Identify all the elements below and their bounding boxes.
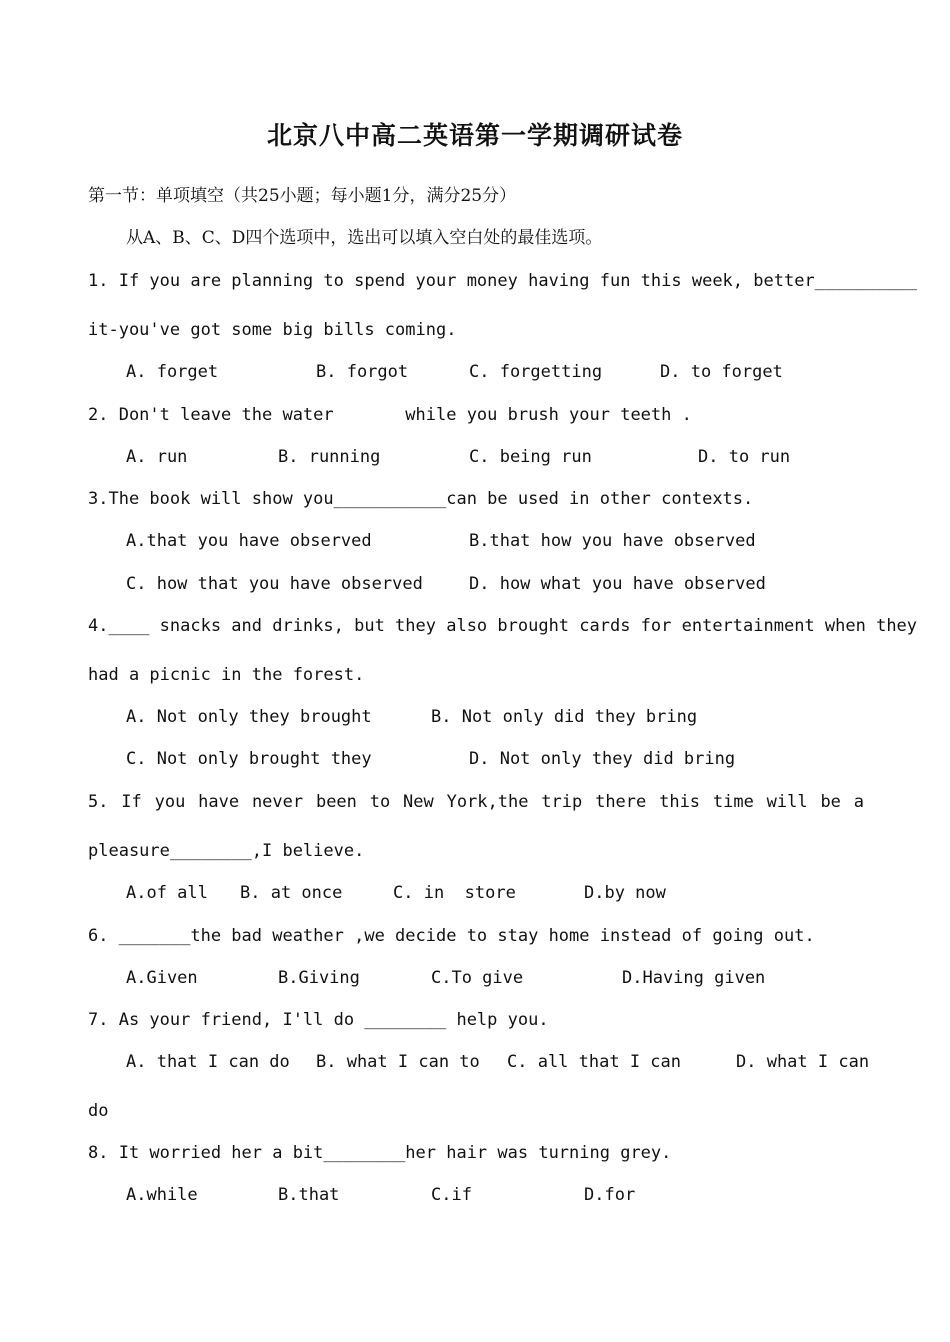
question-7-option-d: D. what I can bbox=[736, 1052, 870, 1072]
question-5-line-2: pleasure________,I believe. bbox=[88, 841, 365, 861]
question-6-option-a: A.Given bbox=[126, 968, 198, 988]
question-6-option-c: C.To give bbox=[431, 968, 524, 988]
question-4-option-d: D. Not only they did bring bbox=[469, 749, 736, 769]
question-5-option-d: D.by now bbox=[584, 883, 666, 903]
exam-title: 北京八中高二英语第一学期调研试卷 bbox=[266, 121, 683, 150]
question-8-option-a: A.while bbox=[126, 1185, 198, 1205]
question-7-option-b: B. what I can to bbox=[316, 1052, 480, 1072]
question-8-option-b: B.that bbox=[278, 1185, 340, 1205]
question-1-option-d: D. to forget bbox=[660, 362, 783, 382]
question-1-line-2: it-you've got some big bills coming. bbox=[88, 320, 457, 340]
section-heading: 第一节：单项填空（共25小题；每小题1分，满分25分） bbox=[88, 186, 517, 206]
section-instruction: 从A、B、C、D四个选项中，选出可以填入空白处的最佳选项。 bbox=[126, 228, 603, 248]
question-3-option-b: B.that how you have observed bbox=[469, 531, 756, 551]
question-4-option-c: C. Not only brought they bbox=[126, 749, 372, 769]
question-2-option-a: A. run bbox=[126, 447, 188, 467]
question-6-option-b: B.Giving bbox=[278, 968, 360, 988]
question-5-line-1: 5. If you have never been to New York,the trip there this time will be a bbox=[88, 792, 864, 812]
question-1-option-b: B. forgot bbox=[316, 362, 409, 382]
question-5-option-b: B. at once bbox=[240, 883, 343, 903]
question-8-line-1: 8. It worried her a bit________her hair was turning grey. bbox=[88, 1143, 672, 1163]
question-3-line-1: 3.The book will show you___________can be used in other contexts. bbox=[88, 489, 754, 509]
question-1-option-c: C. forgetting bbox=[469, 362, 603, 382]
question-4-line-1: 4.____ snacks and drinks, but they also brought cards for entertainment when they bbox=[88, 616, 918, 636]
question-5-option-c: C. in store bbox=[393, 883, 516, 903]
question-6-option-d: D.Having given bbox=[622, 968, 766, 988]
question-7-line-1: 7. As your friend, I'll do ________ help you. bbox=[88, 1010, 549, 1030]
question-1-option-a: A. forget bbox=[126, 362, 219, 382]
question-4-line-2: had a picnic in the forest. bbox=[88, 665, 365, 685]
question-2-option-d: D. to run bbox=[698, 447, 791, 467]
question-6-line-1: 6. _______the bad weather ,we decide to stay home instead of going out. bbox=[88, 926, 815, 946]
question-7-option-c: C. all that I can bbox=[507, 1052, 681, 1072]
question-4-option-b: B. Not only did they bring bbox=[431, 707, 698, 727]
question-2-option-b: B. running bbox=[278, 447, 381, 467]
question-2-line-1: 2. Don't leave the water while you brush your teeth . bbox=[88, 405, 692, 425]
question-3-option-a: A.that you have observed bbox=[126, 531, 372, 551]
question-4-option-a: A. Not only they brought bbox=[126, 707, 372, 727]
question-8-option-c: C.if bbox=[431, 1185, 472, 1205]
question-7-option-a: A. that I can do bbox=[126, 1052, 290, 1072]
question-5-option-a: A.of all bbox=[126, 883, 208, 903]
question-8-option-d: D.for bbox=[584, 1185, 636, 1205]
question-1-line-1: 1. If you are planning to spend your money having fun this week, better__________ bbox=[88, 271, 918, 291]
question-7-option-d-continued: do bbox=[88, 1101, 109, 1121]
question-3-option-d: D. how what you have observed bbox=[469, 574, 766, 594]
question-3-option-c: C. how that you have observed bbox=[126, 574, 423, 594]
question-2-option-c: C. being run bbox=[469, 447, 592, 467]
